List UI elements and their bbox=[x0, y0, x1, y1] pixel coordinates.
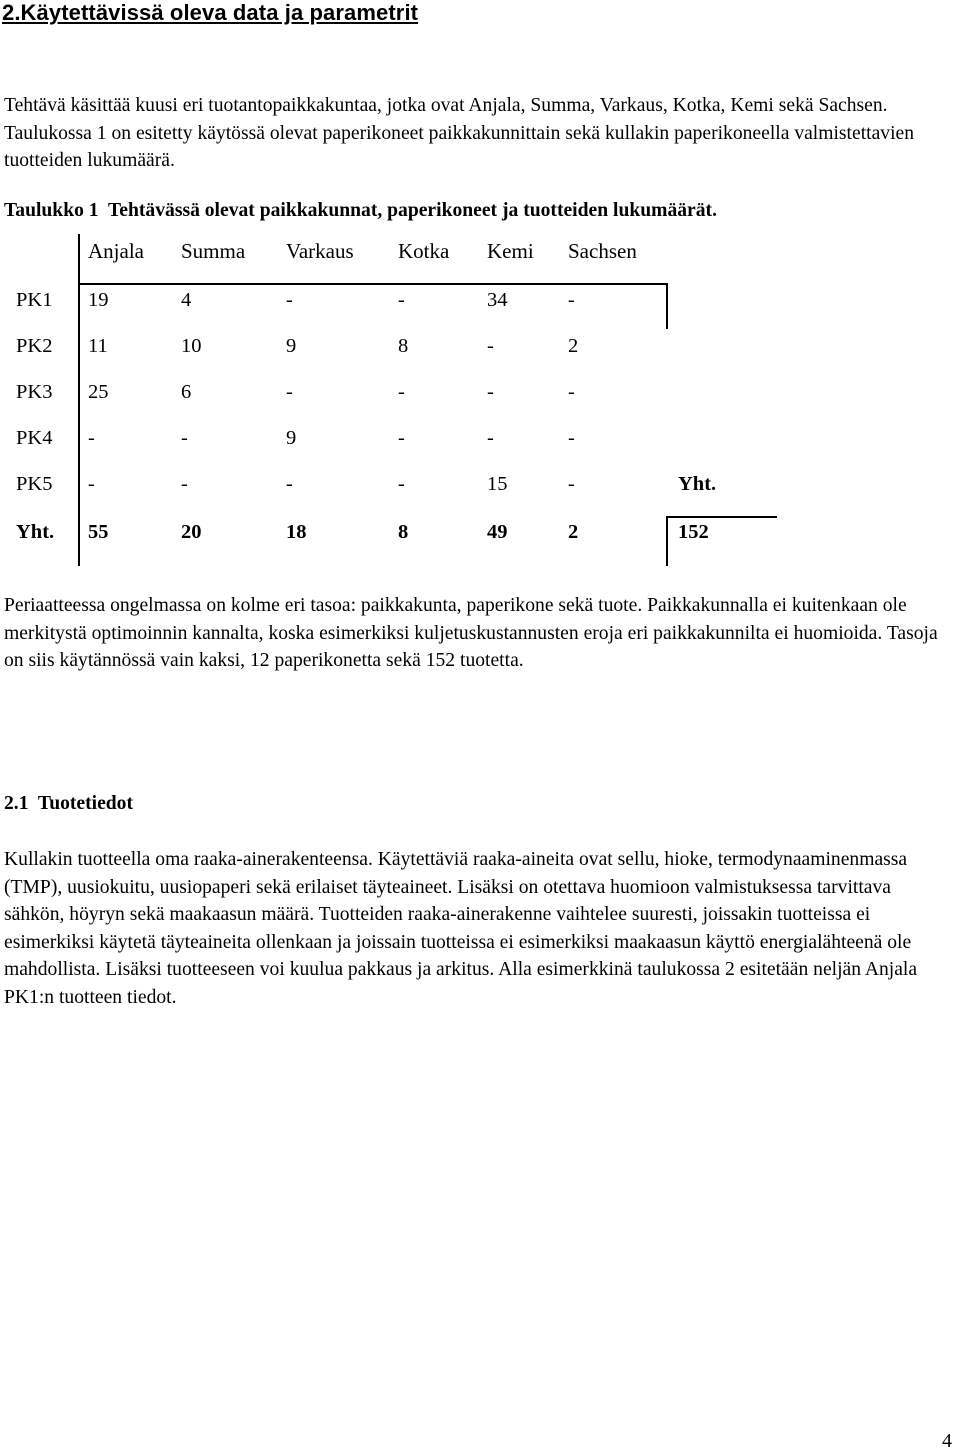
table-cell: 19 bbox=[88, 289, 109, 311]
table-rule-vertical-right-bottom bbox=[666, 516, 668, 566]
row-label: PK1 bbox=[16, 289, 53, 311]
section-heading: 2.1 Tuotetiedot bbox=[4, 793, 134, 814]
column-header: Anjala bbox=[88, 239, 144, 263]
table-rule-horizontal-top bbox=[78, 283, 668, 285]
paragraph-levels: Periaatteessa ongelmassa on kolme eri tasoa: paikkakunta, paperikone sekä tuote. Paikkakunnalla ei kuitenkaan ole merkitystä optimoinnin kannalta, koska esimerkiksi kuljetuskustannusten eroja eri paikkakunnilta ei huomioida. Tasoja on siis käytännössä vain kaksi, 12 paperikonetta sekä 152 tuotetta. bbox=[4, 595, 938, 671]
column-header: Summa bbox=[181, 239, 246, 263]
intro-paragraph: Tehtävä käsittää kuusi eri tuotantopaikkakuntaa, jotka ovat Anjala, Summa, Varkaus, Kotka, Kemi sekä Sachsen. Taulukossa 1 on esitetty käytössä olevat paperikoneet paikkakunnittain sekä kullakin paperikoneella valmistettavien tuotteiden lukumäärä. bbox=[4, 95, 915, 171]
column-header: Kemi bbox=[487, 239, 534, 263]
table-cell: - bbox=[286, 473, 293, 495]
column-header: Varkaus bbox=[286, 239, 354, 263]
table-rule-vertical-right-top bbox=[666, 283, 668, 329]
column-header: Kotka bbox=[398, 239, 450, 263]
table-cell: - bbox=[286, 381, 293, 403]
table-cell: 11 bbox=[88, 335, 108, 357]
column-header: Sachsen bbox=[568, 239, 637, 263]
row-label: PK3 bbox=[16, 381, 53, 403]
table-cell: - bbox=[286, 289, 293, 311]
table-cell: 25 bbox=[88, 381, 109, 403]
table-cell: - bbox=[398, 473, 405, 495]
total-cell: 8 bbox=[398, 521, 409, 543]
table-cell: - bbox=[487, 335, 494, 357]
table-cell: - bbox=[568, 289, 575, 311]
table-cell: 6 bbox=[181, 381, 192, 403]
table-cell: - bbox=[398, 289, 405, 311]
table-cell: 15 bbox=[487, 473, 508, 495]
total-column-header: Yht. bbox=[678, 473, 717, 495]
paragraph-product-info: Kullakin tuotteella oma raaka-ainerakenteensa. Käytettäviä raaka-aineita ovat sellu, hioke, termodynaaminenmassa (TMP), uusiokuitu, uusiopaperi sekä erilaiset täyteaineet. Lisäksi on otettava huomioon valmistuksessa tarvittava sähkön, höyryn sekä maakaasun määrä. Tuotteiden raaka-ainerakenne vaihtelee suuresti, joissakin tuotteissa ei esimerkiksi käytetä täyteaineita ollenkaan ja joissain tuotteissa ei esimerkiksi maakaasun käyttö energialähteenä ole mahdollista. Lisäksi tuotteeseen voi kuulua pakkaus ja arkitus. Alla esimerkkinä taulukossa 2 esitetään neljän Anjala PK1:n tuotteen tiedot. bbox=[4, 849, 918, 1008]
table-cell: 9 bbox=[286, 335, 297, 357]
table-cell: - bbox=[181, 427, 188, 449]
page-number: 4 bbox=[942, 1430, 952, 1452]
table-cell: - bbox=[398, 381, 405, 403]
table-cell: - bbox=[568, 427, 575, 449]
table-cell: - bbox=[88, 473, 95, 495]
total-cell: 2 bbox=[568, 521, 579, 543]
table-cell: - bbox=[487, 427, 494, 449]
table-caption: Taulukko 1 Tehtävässä olevat paikkakunnat, paperikoneet ja tuotteiden lukumäärät. bbox=[4, 200, 717, 221]
table-cell: - bbox=[487, 381, 494, 403]
total-cell: 55 bbox=[88, 521, 109, 543]
total-row-label: Yht. bbox=[16, 521, 55, 543]
row-label: PK5 bbox=[16, 473, 53, 495]
total-cell: 20 bbox=[181, 521, 202, 543]
table-cell: - bbox=[568, 473, 575, 495]
grand-total-cell: 152 bbox=[678, 521, 709, 543]
table-cell: - bbox=[181, 473, 188, 495]
total-cell: 18 bbox=[286, 521, 307, 543]
table-cell: 8 bbox=[398, 335, 409, 357]
table-cell: 34 bbox=[487, 289, 508, 311]
table-cell: - bbox=[398, 427, 405, 449]
total-cell: 49 bbox=[487, 521, 508, 543]
row-label: PK4 bbox=[16, 427, 53, 449]
table-rule-horizontal-total bbox=[666, 516, 777, 518]
table-cell: 10 bbox=[181, 335, 202, 357]
page-heading: 2.Käytettävissä oleva data ja parametrit bbox=[2, 0, 419, 25]
table-cell: 2 bbox=[568, 335, 579, 357]
row-label: PK2 bbox=[16, 335, 53, 357]
table-cell: - bbox=[568, 381, 575, 403]
table-cell: - bbox=[88, 427, 95, 449]
table-cell: 4 bbox=[181, 289, 192, 311]
table-cell: 9 bbox=[286, 427, 297, 449]
